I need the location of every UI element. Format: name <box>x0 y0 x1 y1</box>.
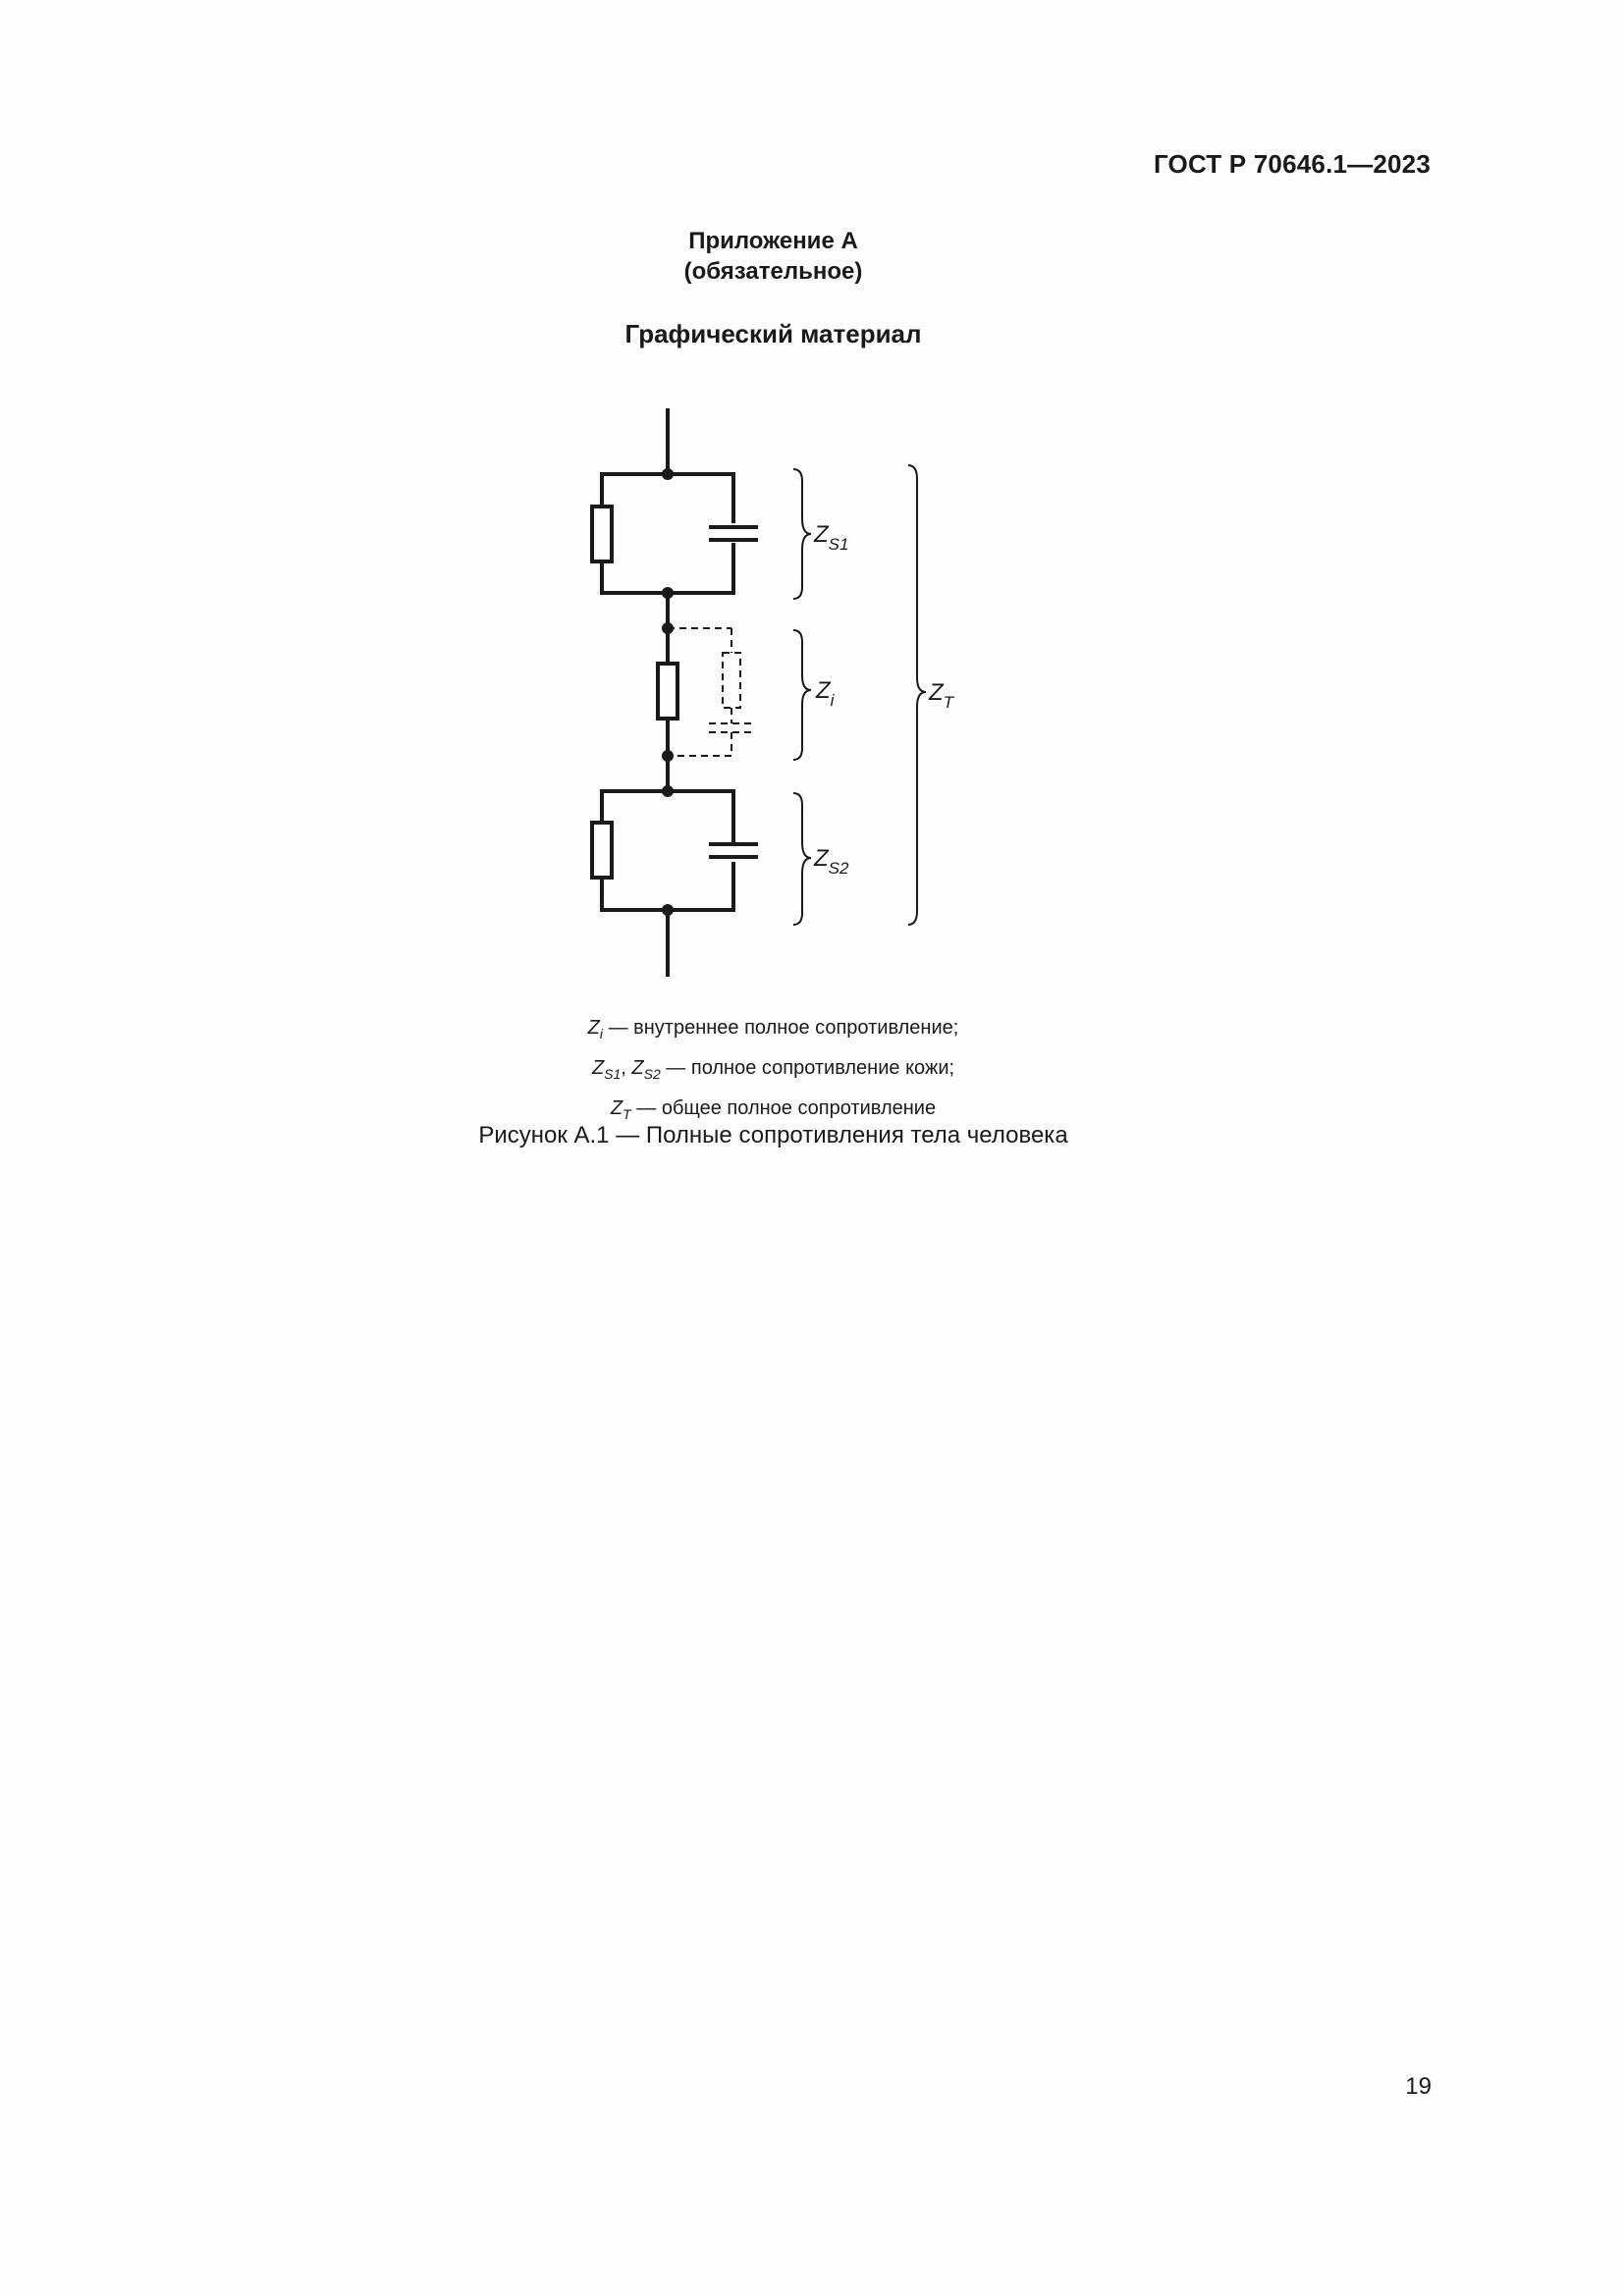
zs2-loop-wire <box>602 791 733 910</box>
appendix-title: Приложение А <box>688 228 858 254</box>
junction-dot <box>662 587 674 599</box>
zs1-brace <box>793 469 811 599</box>
zs2-brace <box>793 793 811 925</box>
junction-dot <box>662 785 674 797</box>
zt-label: $Z_T$ <box>929 679 954 712</box>
junction-dot <box>662 468 674 480</box>
zs1-capacitor <box>709 523 758 543</box>
zs2-label: $Z_{S2}$ <box>814 845 849 878</box>
zi-brace <box>793 630 811 760</box>
zi-label: $Z_i$ <box>816 677 835 710</box>
zi-resistor <box>658 664 677 719</box>
zs1-loop-wire <box>602 474 733 593</box>
zi-dashed-branch <box>668 628 754 756</box>
document-code: ГОСТ Р 70646.1—2023 <box>1153 149 1431 179</box>
zs2-resistor <box>592 823 612 878</box>
section-title: Графический материал <box>624 319 922 348</box>
zs2-capacitor <box>709 842 758 862</box>
legend-line-zi: $Z_i$ — внутреннее полное сопротивление; <box>587 1017 959 1041</box>
legend-line-zt: $Z_T$ — общее полное сопротивление <box>610 1097 937 1122</box>
figure-caption: Рисунок А.1 — Полные сопротивления тела человека <box>478 1122 1068 1148</box>
legend-line-zs: $Z_{S1}$, $Z_{S2}$ — полное сопротивление кожи; <box>591 1057 955 1082</box>
resistors <box>592 507 677 878</box>
junction-dot <box>662 904 674 916</box>
junction-dot <box>662 750 674 762</box>
page-number: 19 <box>1405 2073 1432 2100</box>
junction-dot <box>662 622 674 634</box>
zs1-resistor <box>592 507 612 561</box>
appendix-status: (обязательное) <box>683 258 863 285</box>
zi-dashed-resistor <box>723 653 740 708</box>
zs1-label: $Z_{S1}$ <box>814 521 849 554</box>
figure-legend <box>0 1011 1546 1132</box>
zt-brace <box>908 465 926 925</box>
